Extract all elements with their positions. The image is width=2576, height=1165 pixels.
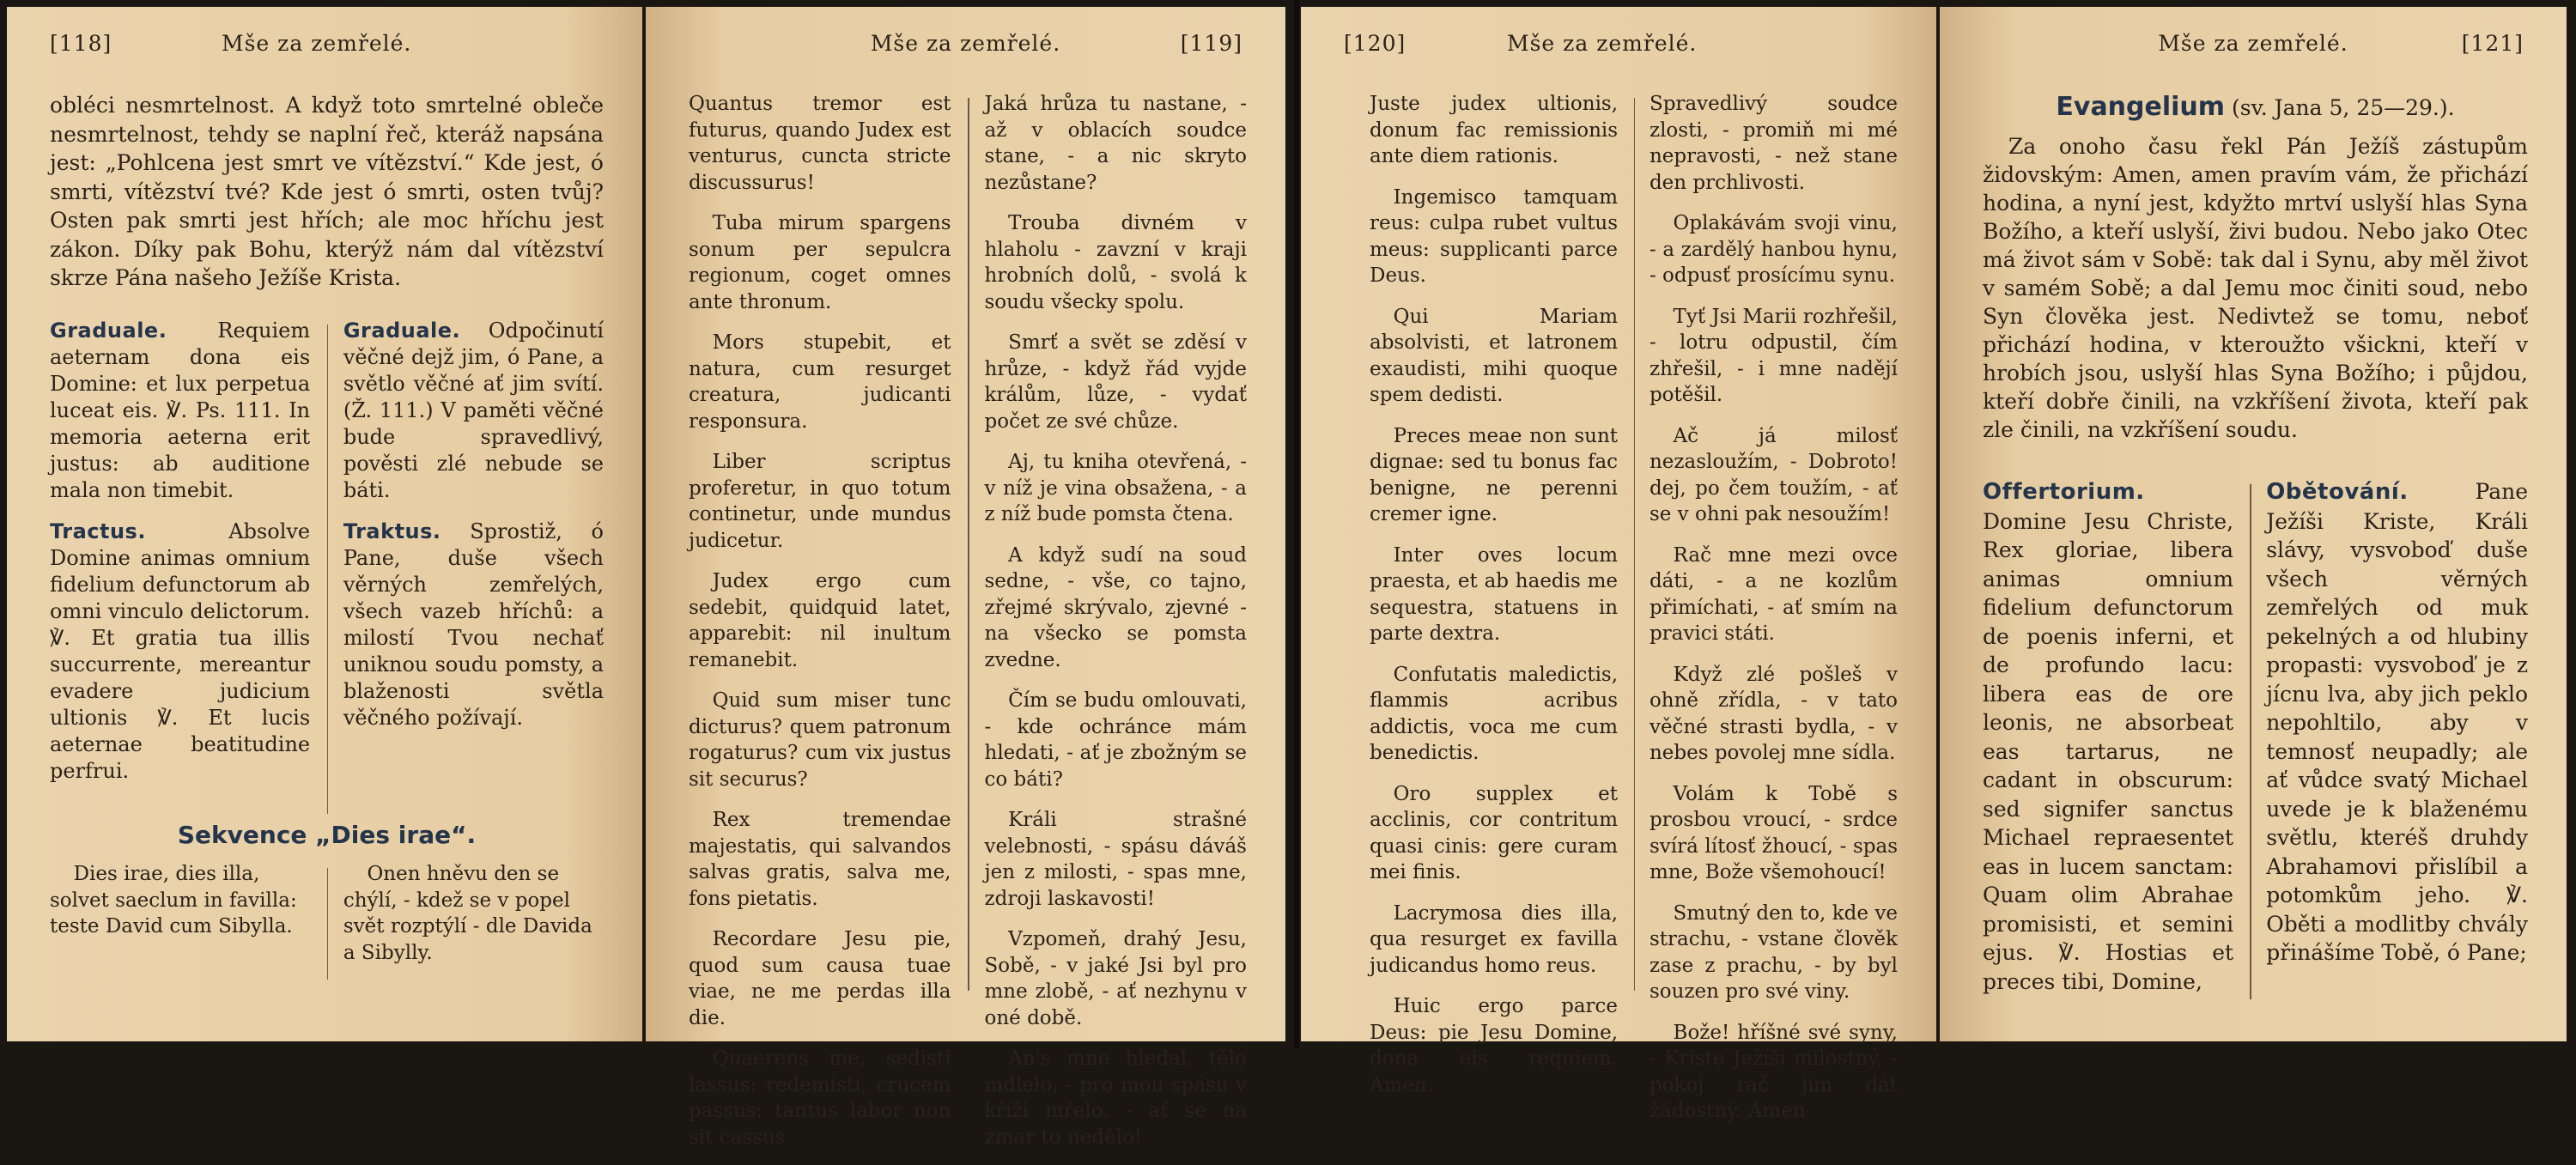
- latin-stanza: Quantus tremor est futurus, quando Judex est venturus, cuncta stricte discussurus!: [689, 93, 951, 194]
- czech-stanza: Smrť a svět se zděsí v hrůze, - když řád vyjde králům, lůze, - vydať počet ze své chůze.: [984, 331, 1247, 433]
- latin-stanza: Judex ergo cum sedebit, quidquid latet, apparebit: nil inultum remanebit.: [689, 570, 951, 671]
- czech-stanza: Králi strašné velebnosti, - spásu dáváš jen z milosti, - spas mne, zdroji laskavosti!: [984, 809, 1247, 910]
- latin-column: [689, 91, 951, 1165]
- czech-stanza: Ač já milosť nezasloužím, - Dobroto! dej, po čem toužím, - ať se v ohni pak nesoužím!: [1649, 424, 1898, 525]
- czech-column: [343, 318, 604, 746]
- page-120: [1301, 7, 1936, 1122]
- czech-stanza: Aj, tu kniha otevřená, - v níž je vina obsažena, - a z níž bude pomsta čtena.: [984, 451, 1247, 525]
- right-spread: [1301, 0, 2576, 1122]
- czech-stanza: Čím se budu omlouvati, - kde ochránce mám hledati, - ať je zbožným se co báti?: [984, 689, 1247, 791]
- column-rule: [2250, 484, 2251, 999]
- running-head: [1983, 31, 2524, 65]
- czech-stanza: Trouba divném v hlaholu - zavzní v kraji hrobních dolů, - svolá k soudu všecky spolu.: [984, 212, 1247, 313]
- page-number: [121]: [2461, 31, 2524, 56]
- running-head: [50, 31, 599, 65]
- latin-stanza: Mors stupebit, et natura, cum resurget creatura, judicanti responsura.: [689, 331, 951, 433]
- tractus-heading-czech: Traktus.: [343, 519, 441, 543]
- column-rule: [327, 868, 329, 980]
- offertorium-latin: [1983, 477, 2233, 996]
- epistle-end: obléci nesmrtelnost. A když toto smrtelné obleče nesmrtelnost, tehdy se naplní řeč, kteráž napsána jest: „Pohlcena jest smrt ve vítězství.“ Kde jest, ó smrti, vítězství tvé? Kde jest ó smrti, osten tvůj? Osten pak smrti jest hřích; ale moc hříchu jest zákon. Díky pak Bohu, kterýž nám dal vítězství skrze Pána našeho Ježíše Krista.: [50, 93, 604, 290]
- latin-stanza: Huic ergo parce Deus: pie Jesu Domine, dona eis requiem. Amen.: [1370, 995, 1619, 1096]
- sequence-columns: [689, 91, 1247, 1149]
- czech-stanza: Když zlé pošleš v ohně zřídla, - v tato věčné strasti bydla, - v nebes povolej mne sídla.: [1649, 663, 1898, 764]
- obetovani-czech: [2266, 477, 2528, 968]
- running-title: Mše za zemřelé.: [222, 31, 412, 56]
- czech-stanza: Bože! hříšné své syny, - Kriste Ježíši milostný, - pokoj rač jim dát žádostný. Amen: [1649, 1021, 1898, 1122]
- latin-stanza: Qui Mariam absolvisti, et latronem exaudisti, mihi quoque spem dedisti.: [1370, 305, 1619, 406]
- latin-stanza: Quaerens me, sedisti lassus: redemisti, crucem passus: tantus labor non sit cassus: [689, 1047, 951, 1149]
- latin-stanza: Juste judex ultionis, donum fac remissionis ante diem rationis.: [1370, 93, 1619, 167]
- page-119: [646, 7, 1285, 1149]
- czech-column: [1649, 91, 1898, 1139]
- page-121: [1940, 7, 2567, 1041]
- running-title: Mše za zemřelé.: [1507, 31, 1698, 56]
- obetovani-text: Pane Ježíši Kriste, Králi slávy, vysvoboď duše všech věrných zemřelých od muk pekelných a od hlubiny propasti: vysvoboď je z jícnu lva, aby jich peklo nepohltilo, aby v temnosť neupadly; ale ať vůdce svatý Michael uvede je k blaženému světlu, kteréš druhdy Abrahamovi přislíbil a potomkům jeho. ℣. Oběti a modlitby chvály přinášíme Tobě, ó Pane;: [2266, 479, 2528, 965]
- graduale-heading-latin: Graduale.: [50, 319, 167, 343]
- running-title: Mše za zemřelé.: [870, 31, 1061, 56]
- sequence-title: Sekvence „Dies irae“.: [177, 821, 477, 849]
- latin-stanza: Oro supplex et acclinis, cor contritum quasi cinis: gere curam mei finis.: [1370, 782, 1619, 883]
- page-number: [119]: [1180, 31, 1242, 56]
- latin-stanza: Lacrymosa dies illa, qua resurget ex favilla judicandus homo reus.: [1370, 901, 1619, 977]
- evangelium-reference: (sv. Jana 5, 25—29.).: [2232, 95, 2455, 120]
- graduale-text-czech: Odpočinutí věčné dejž jim, ó Pane, a světlo věčné ať jim svítí. (Ž. 111.) V paměti věčné bude spravedlivý, pověsti zlé nebude se báti.: [343, 319, 604, 502]
- offertorium-heading: Offertorium.: [1983, 479, 2145, 505]
- latin-column: [1370, 91, 1618, 1113]
- latin-stanza: Quid sum miser tunc dicturus? quem patronum rogaturus? cum vix justus sit securus?: [689, 689, 951, 791]
- tractus-text-czech: Sprostiž, ó Pane, duše všech věrných zemřelých, všech vazeb hříchů: a milostí Tvou nechať uniknou soudu pomsty, a blaženosti světla věčného požívají.: [343, 519, 604, 730]
- czech-stanza: Volám k Tobě s prosbou vroucí, - srdce svírá lítosť žhoucí, - spas mne, Bože všemohoucí!: [1649, 782, 1898, 883]
- czech-stanza: Vzpomeň, drahý Jesu, Sobě, - v jaké Jsi byl pro mne zlobě, - ať nezhynu v oné době.: [984, 928, 1247, 1029]
- czech-column: [985, 91, 1248, 1165]
- latin-stanza: Preces meae non sunt dignae: sed tu bonus fac benigne, ne perenni cremer igne.: [1370, 424, 1619, 525]
- latin-stanza: Confutatis maledictis, flammis acribus addictis, voca me cum benedictis.: [1370, 663, 1619, 764]
- evangelium-heading: Evangelium: [2056, 92, 2226, 122]
- column-rule: [327, 325, 329, 814]
- latin-stanza: Tuba mirum spargens sonum per sepulcra regionum, coget omnes ante thronum.: [689, 212, 951, 313]
- latin-stanza: Recordare Jesu pie, quod sum causa tuae viae, ne me perdas illa die.: [689, 928, 951, 1029]
- left-spread: [0, 0, 1292, 1149]
- page-118: [7, 7, 642, 1041]
- czech-stanza: An's mne hledal, tělo mdleło, - pro mou spásu v kříži mřelo, - ať se na zmar to nedělo!: [984, 1047, 1247, 1149]
- czech-stanza: Oplakávám svoji vinu, - a zardělý hanbou hynu, - odpusť prosícímu synu.: [1649, 212, 1898, 287]
- latin-column: [50, 318, 310, 799]
- czech-stanza: Tyť Jsi Marii rozhřešil, - lotru odpustil, čím zhřešil, - i mne nadějí potěšil.: [1649, 305, 1898, 406]
- sequence-columns: [50, 861, 604, 1024]
- tractus-text-latin: Absolve Domine animas omnium fidelium defunctorum ab omni vinculo delictorum. ℣. Et gratia tua illis succurrente, mereantur evadere judicium ultionis ℣. Et lucis aeternae beatitudine perfrui.: [50, 519, 311, 783]
- czech-stanza: A když sudí na soud sedne, - vše, co tajno, zřejmé skrývalo, zjevné - na všecko se pomsta zvedne.: [984, 543, 1247, 671]
- sequence-latin-stanza: Dies irae, dies illa, solvet saeclum in favilla: teste David cum Sibylla.: [50, 863, 297, 937]
- offertory-columns: [1983, 477, 2528, 1024]
- czech-stanza: Rač mne mezi ovce dáti, - a ne kozlům přimíchati, - ať smím na pravici státi.: [1649, 543, 1898, 645]
- tractus-heading-latin: Tractus.: [50, 519, 146, 543]
- gospel-text: Za onoho času řekl Pán Ježíš zástupům židovským: Amen, amen pravím vám, že přichází hodina, a nyní jest, kdyžto mrtví uslyší hlas Syna Božího, a kteří uslyší, živi budou. Nebo jako Otec má život sám v Sobě: tak dal i Synu, aby měl život v samém Sobě; a dal Jemu moc činiti soud, nebo Syn člověka jest. Nedivtež se tomu, neboť přichází hodina, v kteroužto všickni, kteří v hrobích jsou, uslyší hlas Syna Božího; i půjdou, kteří dobře činili, na vzkříšení života, kteří pak zle činili, na vzkříšení soudu.: [1983, 134, 2528, 442]
- czech-stanza: Jaká hrůza tu nastane, - až v oblacích soudce stane, - a nic skryto nezůstane?: [984, 93, 1247, 194]
- sequence-columns: [1370, 91, 1898, 1122]
- page-number: [120]: [1344, 31, 1406, 56]
- czech-stanza: Spravedlivý soudce zlosti, - promiň mi mé nepravosti, - než stane den prchlivosti.: [1649, 93, 1898, 194]
- latin-stanza: Liber scriptus proferetur, in quo totum continetur, unde mundus judicetur.: [689, 451, 951, 552]
- obetovani-heading: Obětování.: [2266, 479, 2409, 505]
- running-head: [1344, 31, 1893, 65]
- graduale-heading-czech: Graduale.: [343, 319, 461, 343]
- running-head: [689, 31, 1242, 65]
- scan-gap: [1294, 0, 1299, 1048]
- column-rule: [968, 98, 969, 991]
- latin-stanza: Ingemisco tamquam reus: culpa rubet vultus meus: supplicanti parce Deus.: [1370, 185, 1619, 287]
- czech-stanza: Smutný den to, kde ve strachu, - vstane člověk zase z prachu, - by byl souzen pro své viny.: [1649, 901, 1898, 1003]
- column-rule: [1634, 98, 1636, 991]
- latin-stanza: Rex tremendae majestatis, qui salvandos salvas gratis, salva me, fons pietatis.: [689, 809, 951, 910]
- offertorium-text: Domine Jesu Christe, Rex gloriae, libera animas omnium fidelium defunctorum de poenis inferni, et de profundo lacu: libera eas de ore leonis, ne absorbeat eas tartarus, ne cadant in obscurum: sed signifer sanctus Michael repraesentet eas in lucem sanctam: Quam olim Abrahae promisisti, et semini ejus. ℣. Hostias et preces tibi, Domine,: [1983, 508, 2234, 994]
- sequence-czech-stanza: Onen hněvu den se chýlí, - kdež se v popel svět rozptýlí - dle Davida a Sibylly.: [343, 863, 592, 964]
- page-number: [118]: [50, 31, 112, 56]
- gospel-heading: [1983, 93, 2528, 123]
- latin-stanza: Inter oves locum praesta, et ab haedis me sequestra, statuens in parte dextra.: [1370, 543, 1619, 645]
- graduale-text-latin: Requiem aeternam dona eis Domine: et lux perpetua luceat eis. ℣. Ps. 111. In memoria aeterna erit justus: ab auditione mala non timebit.: [50, 319, 311, 502]
- running-title: Mše za zemřelé.: [2158, 31, 2348, 56]
